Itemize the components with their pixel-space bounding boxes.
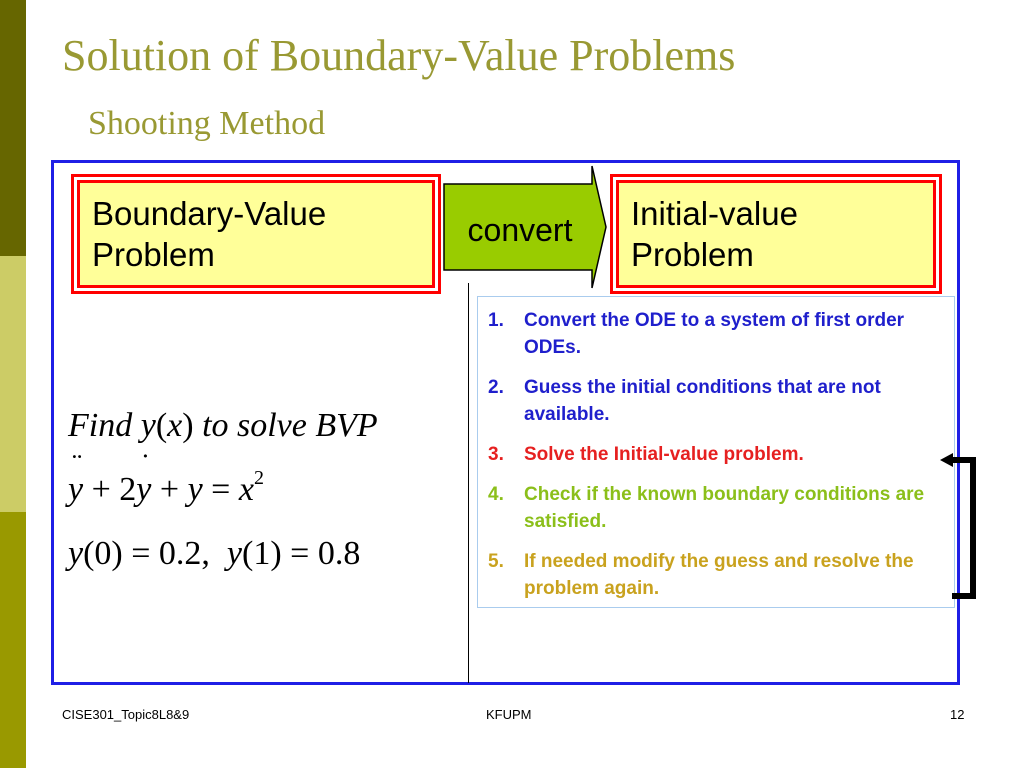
eq-find-word: Find — [68, 407, 133, 444]
step-3-text: Solve the Initial-value problem. — [524, 444, 804, 465]
step-1-number: 1. — [488, 310, 504, 331]
side-stripe-bottom — [0, 512, 26, 768]
ivp-box-line2: Problem — [631, 236, 754, 273]
eq-y-term: y — [187, 471, 203, 508]
side-stripe-middle — [0, 256, 26, 512]
equation-ode-line: y ¨ + 2y ˙ + $y = x^2$ — [68, 458, 378, 522]
eq-y-dot: y ˙ — [136, 458, 151, 522]
eq-bc-value-b: 0.8 — [317, 535, 361, 572]
step-4-number: 4. — [488, 484, 504, 505]
step-1-text: Convert the ODE to a system of first order ODEs. — [524, 310, 905, 358]
steps-panel — [477, 296, 955, 608]
step-5-text: If needed modify the guess and resolve the problem again. — [524, 551, 914, 599]
step-4-text: Check if the known boundary conditions are satisfied. — [524, 484, 925, 532]
equation-find-line: Find y(x) to solve BVP — [68, 407, 378, 444]
bvp-equations — [68, 394, 378, 586]
step-3-number: 3. — [488, 444, 504, 465]
eq-exponent: 2 — [253, 467, 264, 489]
footer-institution: KFUPM — [486, 707, 532, 722]
steps-list — [488, 307, 938, 615]
eq-y: y — [140, 407, 156, 444]
equation-boundary-line: y(0) = 0.2, y(1) = 0.8 — [68, 535, 361, 572]
slide-title: Solution of Boundary-Value Problems — [62, 31, 736, 80]
step-4 — [488, 481, 938, 535]
step-2-text: Guess the initial conditions that are not available. — [524, 377, 881, 425]
step-2 — [488, 374, 938, 428]
footer-slide-number: 12 — [950, 707, 965, 722]
bvp-box-line2: Problem — [92, 236, 215, 273]
eq-bc-value-a: 0.2, — [158, 535, 210, 572]
ivp-box-line1: Initial-value — [631, 195, 798, 232]
bvp-box-line1: Boundary-Value — [92, 195, 327, 232]
side-stripe-top — [0, 0, 26, 256]
vertical-divider — [468, 283, 469, 683]
eq-y-ddot: y ¨ — [68, 458, 83, 522]
eq-y-left: y — [68, 535, 84, 572]
eq-to-solve: to solve BVP — [202, 407, 378, 444]
step-3 — [488, 441, 938, 468]
convert-arrow-label: convert — [467, 212, 573, 248]
slide-subtitle: Shooting Method — [88, 105, 326, 142]
loop-back-bracket-icon — [940, 450, 980, 605]
boundary-value-problem-box — [77, 180, 435, 288]
step-5 — [488, 548, 938, 602]
eq-rhs-x: x — [238, 471, 254, 508]
eq-y-right: y — [226, 535, 243, 572]
initial-value-problem-box — [616, 180, 936, 288]
eq-coef: 2 — [119, 471, 137, 508]
step-5-number: 5. — [488, 551, 504, 572]
footer-course-code: CISE301_Topic8L8&9 — [62, 707, 190, 722]
step-1 — [488, 307, 938, 361]
step-2-number: 2. — [488, 377, 504, 398]
eq-x: x — [167, 407, 183, 444]
